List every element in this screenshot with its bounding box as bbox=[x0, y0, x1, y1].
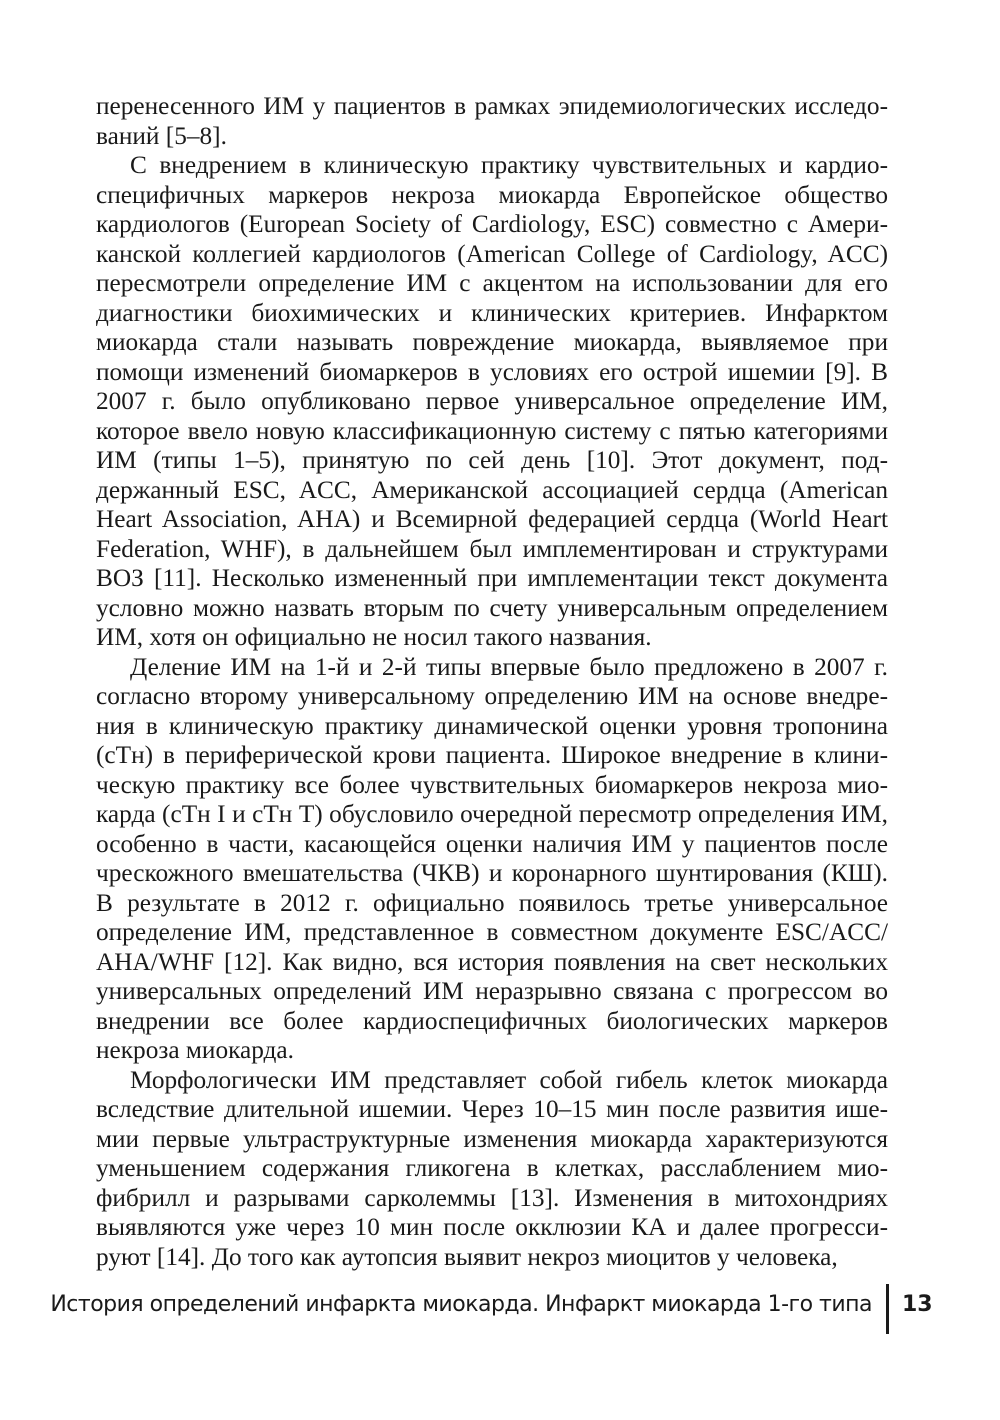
running-title: История определений инфаркта миокарда. Инфаркт миокарда 1-го типа bbox=[50, 1292, 872, 1317]
paragraph-1: перенесенного ИМ у пациентов в рамках эпидемиологических исследований [5–8]. bbox=[96, 92, 888, 150]
paragraph-4: Морфологически ИМ представляет собой гибель клеток миокарда вследствие длительной ишемии. Через 10–15 мин после развития ишемии первые ультраструктурные изменения миокарда характеризуются уменьшением содержания гликогена в клетках, расслаблением миофибрилл и разрывами сарколеммы [13]. Изменения в митохондриях выявляются уже через 10 мин после окклюзии КА и далее прогрессируют [14]. До того как аутопсия выявит некроз миоцитов у человека, bbox=[96, 1065, 888, 1271]
paragraph-3: Деление ИМ на 1-й и 2-й типы впервые было предложено в 2007 г. согласно второму универсальному определению ИМ на основе внедрения в клиническую практику динамической оценки уровня тропонина (cTн) в периферической крови пациента. Широкое внедрение в клиническую практику все более чувствительных биомаркеров некроза миокарда (cTн I и cTн T) обусловило очередной пересмотр определения ИМ, особенно в части, касающейся оценки наличия ИМ у пациентов после чрескожного вмешательства (ЧКВ) и коронарного шунтирования (КШ). В результате в 2012 г. официально появилось третье универсальное определение ИМ, представленное в совместном документе ESC/ACC/​AHA/WHF [12]. Как видно, вся история появления на свет нескольких универсальных определений ИМ неразрывно связана с прогрессом во внедрении все более кардиоспецифичных биологических маркеров некроза миокарда. bbox=[96, 652, 888, 1064]
footer-divider bbox=[886, 1284, 889, 1334]
page-footer bbox=[0, 1284, 1000, 1334]
page-body bbox=[96, 92, 888, 1272]
page-number: 13 bbox=[902, 1292, 933, 1317]
paragraph-2: С внедрением в клиническую практику чувствительных и кардиоспецифичных маркеров некроза миокарда Европейское общество кардиологов (European Society of Cardiology, ESC) совместно с Американской коллегией кардиологов (American College of Cardiology, ACC) пересмотрели определение ИМ с акцентом на использовании для его диагностики биохимических и клинических критериев. Инфарктом миокарда стали называть повреждение миокарда, выявляемое при помощи изменений биомаркеров в условиях его острой ишемии [9]. В 2007 г. было опубликовано первое универсальное определение ИМ, которое ввело новую классификационную систему с пятью категориями ИМ (типы 1–5), принятую по сей день [10]. Этот документ, поддержанный ESC, ACC, Американской ассоциацией сердца (American Heart Association, AHA) и Всемирной федерацией сердца (World Heart Federation, WHF), в дальнейшем был имплементирован и структурами ВОЗ [11]. Несколько измененный при имплементации текст документа условно можно назвать вторым по счету универсальным определением ИМ, хотя он официально не носил такого названия. bbox=[96, 151, 888, 651]
